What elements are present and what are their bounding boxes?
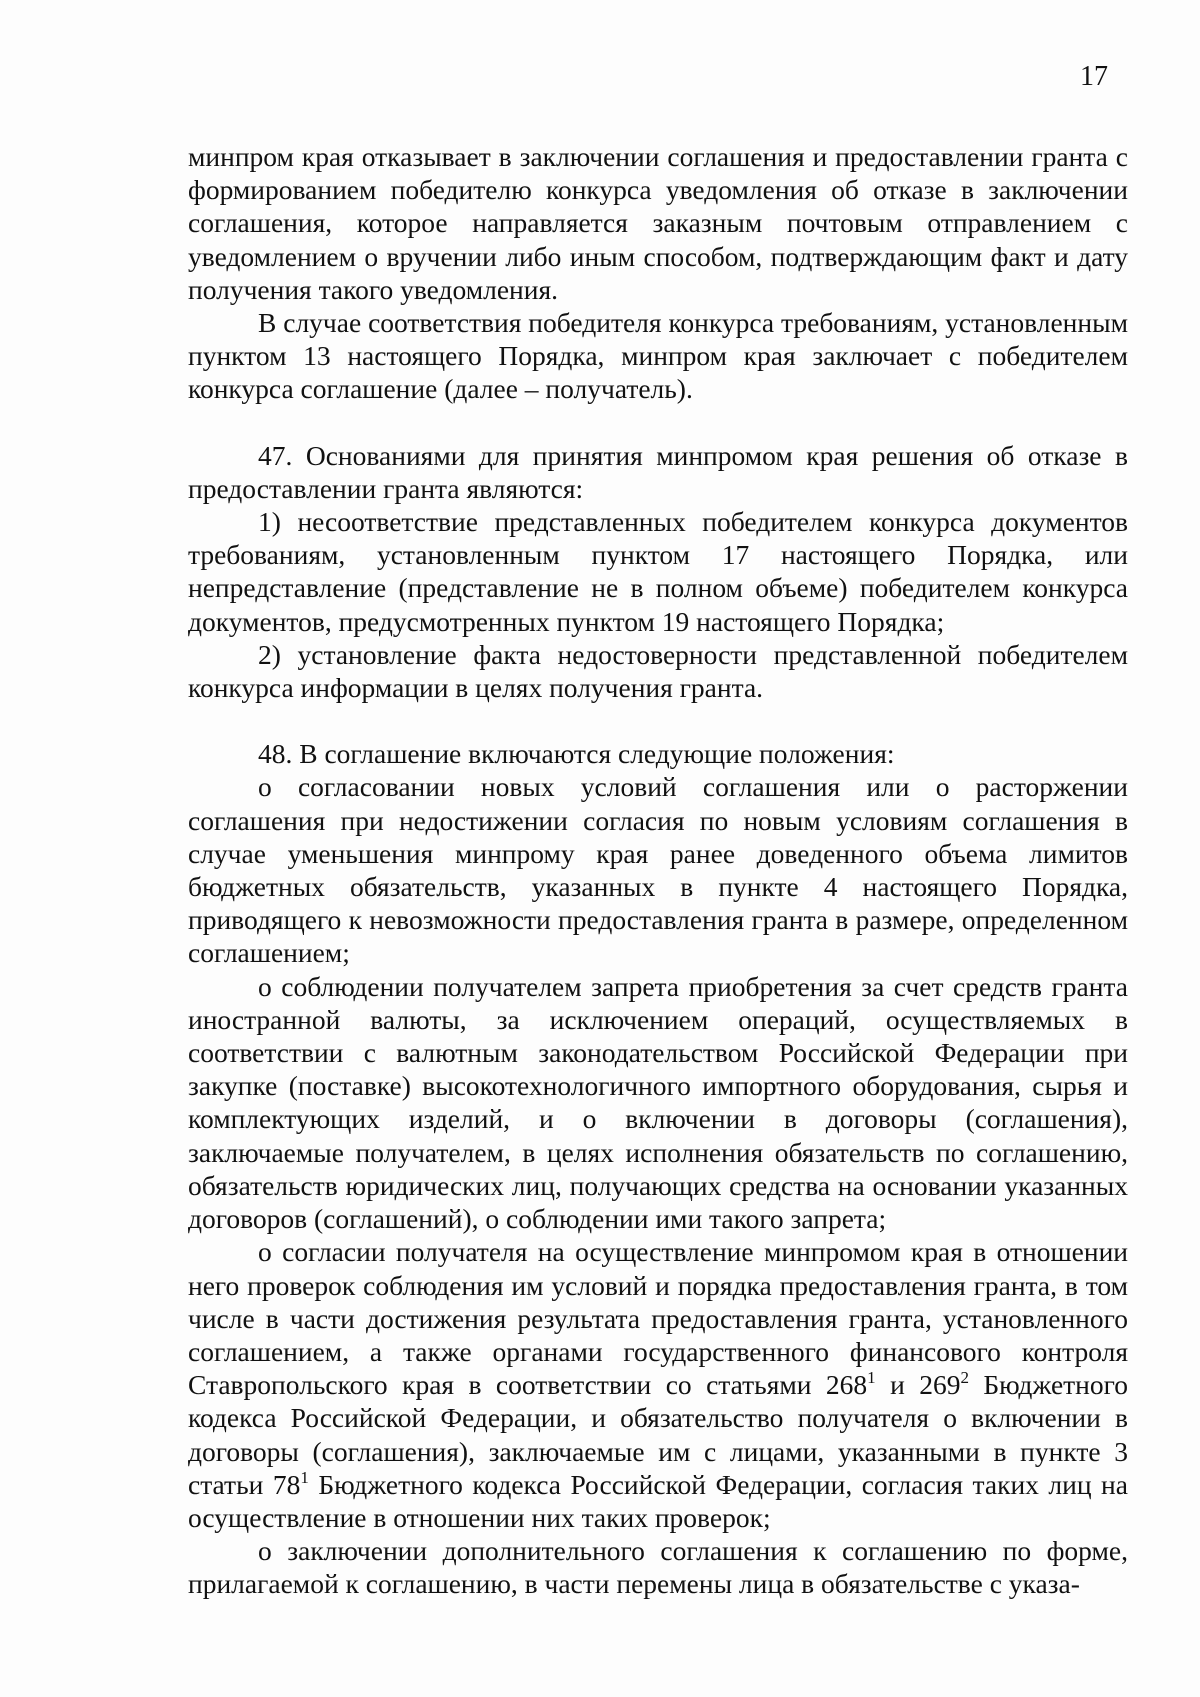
paragraph-48-inspections-consent [188, 1235, 1128, 1534]
page-number: 17 [1080, 61, 1108, 92]
superscript: 1 [300, 1467, 309, 1487]
paragraph-refusal-notice: минпром края отказывает в заключении соглашения и предоставлении гранта с формированием победителю конкурса уведомления об отказе в заключении соглашения, которое направляется заказным почтовым отправлением с уведомлением о вручении либо иным способом, подтверждающим факт и дату получения такого уведомления. [188, 141, 1128, 305]
superscript: 1 [867, 1368, 876, 1388]
text-segment: о согласии получателя на осуществление минпромом края в отношении него проверок соблюдения им условий и порядка предоставления гранта, в том числе в части достижения результата предоставления гранта, установленного соглашением, а также органами государственного финансового контроля Ставропольского края в соответствии со статьями 268 [188, 1236, 1128, 1401]
paragraph-47-heading: 47. Основаниями для принятия минпромом края решения об отказе в предоставлении гранта являются: [188, 439, 1128, 504]
superscript: 2 [960, 1368, 969, 1388]
paragraph-48-heading: 48. В соглашение включаются следующие положения: [258, 738, 895, 770]
paragraph-agreement-conclusion: В случае соответствия победителя конкурса требованиям, установленным пунктом 13 настоящего Порядка, минпром края заключает с победителем конкурса соглашение (далее – получатель). [188, 307, 1128, 405]
document-body [188, 140, 1128, 1601]
paragraph-48-currency-ban: о соблюдении получателем запрета приобретения за счет средств гранта иностранной валюты, за исключением операций, осуществляемых в соответствии с валютным законодательством Российской Федерации при закупке (поставке) высокотехнологичного импортного оборудования, сырья и комплектующих изделий, и о включении в договоры (соглашения), заключаемые получателем, в целях исполнения обязательств по соглашению, обязательств юридических лиц, получающих средства на основании указанных договоров (соглашений), о соблюдении ими такого запрета; [188, 970, 1128, 1235]
text-segment: и 269 [875, 1369, 961, 1401]
text-segment: Бюджетного кодекса Российской Федерации, и обязательство получателя о включении в договоры (соглашения), заключаемые им с лицами, указанными в пункте 3 статьи 78 [188, 1369, 1128, 1500]
paragraph-48-supplementary-agreement: о заключении дополнительного соглашения к соглашению по форме, прилагаемой к соглашению, в части перемены лица в обязательстве с указа- [188, 1535, 1128, 1600]
paragraph-47-item-2: 2) установление факта недостоверности представленной победителем конкурса информации в целях получения гранта. [188, 638, 1128, 704]
paragraph-48-new-conditions: о согласовании новых условий соглашения или о расторжении соглашения при недостижении согласия по новым условиям соглашения в случае уменьшения минпрому края ранее доведенного объема лимитов бюджетных обязательств, указанных в пункте 4 настоящего Порядка, приводящего к невозможности предоставления гранта в размере, определенном соглашением; [188, 771, 1128, 969]
text-segment: Бюджетного кодекса Российской Федерации, согласия таких лиц на осуществление в отношении них таких проверок; [188, 1468, 1128, 1533]
paragraph-47-item-1: 1) несоответствие представленных победителем конкурса документов требованиям, установленным пунктом 17 настоящего Порядка, или непредставление (представление не в полном объеме) победителем конкурса документов, предусмотренных пунктом 19 настоящего Порядка; [188, 506, 1128, 637]
